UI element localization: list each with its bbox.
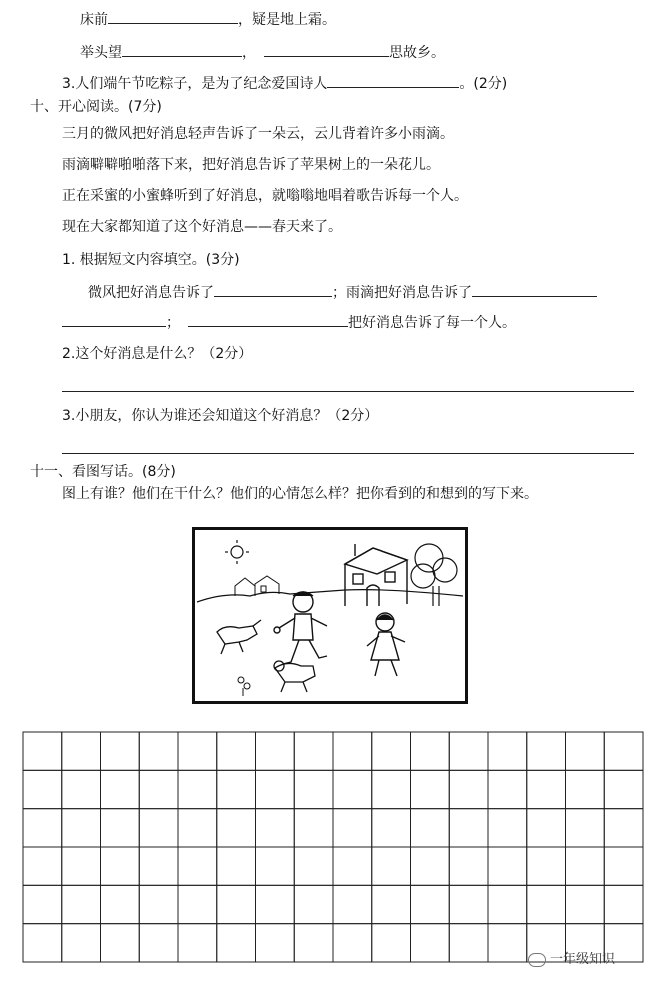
grid-cell[interactable] [294,770,333,808]
grid-cell[interactable] [488,885,527,923]
poem-line-1 [80,9,336,30]
grid-cell[interactable] [372,924,411,962]
question-9-3 [62,73,507,94]
grid-cell[interactable] [101,924,140,962]
grid-cell[interactable] [372,770,411,808]
fill-text: ；雨滴把好消息告诉了 [332,285,472,301]
grid-cell[interactable] [604,770,643,808]
grid-cell[interactable] [449,732,488,770]
grid-cell[interactable] [449,885,488,923]
grid-cell[interactable] [566,809,605,847]
grid-cell[interactable] [23,809,62,847]
grid-cell[interactable] [101,732,140,770]
grid-cell[interactable] [372,809,411,847]
grid-cell[interactable] [217,732,256,770]
boy-figure-icon [274,592,327,664]
grid-cell[interactable] [62,732,101,770]
passage-line-4: 现在大家都知道了这个好消息——春天来了。 [62,219,342,235]
grid-cell[interactable] [604,847,643,885]
writing-picture [192,527,468,704]
house-icon [345,544,407,606]
grid-cell[interactable] [256,809,295,847]
grid-cell[interactable] [178,732,217,770]
grid-cell[interactable] [256,885,295,923]
question-score: 。(2分) [459,76,508,92]
grid-cell[interactable] [333,847,372,885]
grid-cell[interactable] [217,924,256,962]
grid-cell[interactable] [411,732,450,770]
poem-line2-mid: ， [242,45,256,61]
grid-cell[interactable] [488,732,527,770]
grid-cell[interactable] [23,847,62,885]
poem-line2-start: 举头望 [80,45,122,61]
grid-cell[interactable] [449,924,488,962]
grid-cell[interactable] [101,809,140,847]
grid-cell[interactable] [256,847,295,885]
grid-cell[interactable] [411,847,450,885]
passage-line-2: 雨滴噼噼啪啪落下来，把好消息告诉了苹果树上的一朵花儿。 [62,157,440,173]
grid-cell[interactable] [139,847,178,885]
answer-blank[interactable] [472,282,597,297]
grid-cell[interactable] [217,847,256,885]
horizon-line [197,590,463,602]
grid-cell[interactable] [333,770,372,808]
girl-figure-icon [367,613,405,676]
wechat-icon [528,953,546,967]
grid-cell[interactable] [23,924,62,962]
grid-cell[interactable] [62,847,101,885]
passage-line-3: 正在采蜜的小蜜蜂听到了好消息，就嗡嗡地唱着歌告诉每一个人。 [62,188,468,204]
grid-cell[interactable] [294,885,333,923]
grid-cell[interactable] [294,809,333,847]
grid-cell[interactable] [411,809,450,847]
question-10-2: 2.这个好消息是什么？（2分） [62,346,253,362]
answer-blank[interactable] [188,312,348,327]
answer-blank[interactable] [327,73,459,88]
grid-cell[interactable] [372,732,411,770]
passage-line-1: 三月的微风把好消息轻声告诉了一朵云，云儿背着许多小雨滴。 [62,126,454,142]
grid-cell[interactable] [372,847,411,885]
grid-cell[interactable] [604,732,643,770]
grid-cell[interactable] [566,770,605,808]
grid-cell[interactable] [217,885,256,923]
grid-cell[interactable] [488,847,527,885]
grid-cell[interactable] [527,809,566,847]
grid-cell[interactable] [217,809,256,847]
grid-cell[interactable] [178,770,217,808]
fill-text: 把好消息告诉了每一个人。 [348,315,516,331]
question-10-1-line-a [88,282,597,303]
grid-cell[interactable] [566,885,605,923]
grid-cell[interactable] [101,885,140,923]
grid-cell[interactable] [333,924,372,962]
grid-cell[interactable] [411,924,450,962]
answer-line[interactable] [62,391,634,392]
grid-cell[interactable] [294,924,333,962]
poem-line1-end: ，疑是地上霜。 [238,12,336,28]
grid-cell[interactable] [139,732,178,770]
grid-cell[interactable] [488,809,527,847]
question-10-3: 3.小朋友，你认为谁还会知道这个好消息？（2分） [62,408,379,424]
grid-cell[interactable] [62,924,101,962]
grid-cell[interactable] [411,885,450,923]
grid-cell[interactable] [566,732,605,770]
grid-cell[interactable] [449,847,488,885]
watermark-text: 一年级知识 [550,952,616,967]
grid-cell[interactable] [178,885,217,923]
answer-blank[interactable] [62,312,166,327]
grid-cell[interactable] [604,885,643,923]
answer-blank[interactable] [264,42,389,57]
grid-cell[interactable] [178,924,217,962]
grid-cell[interactable] [449,809,488,847]
scene-illustration [195,530,465,701]
grid-cell[interactable] [178,809,217,847]
writing-grid[interactable] [22,731,644,963]
grid-cell[interactable] [604,809,643,847]
sun-icon [225,540,249,564]
grid-cell[interactable] [256,732,295,770]
grid-cell[interactable] [62,885,101,923]
grid-cell[interactable] [333,732,372,770]
grid-cell[interactable] [527,885,566,923]
grid-cell[interactable] [62,809,101,847]
grid-cell[interactable] [178,847,217,885]
grid-cell[interactable] [527,847,566,885]
grid-cell[interactable] [139,924,178,962]
grid-cell[interactable] [256,924,295,962]
grid-cell[interactable] [294,847,333,885]
section-11-prompt: 图上有谁？他们在干什么？他们的心情怎么样？把你看到的和想到的写下来。 [62,486,538,502]
fill-text: 微风把好消息告诉了 [88,285,214,301]
grid-cell[interactable] [139,885,178,923]
poem-line2-end: 思故乡。 [389,45,445,61]
grid-cell[interactable] [23,885,62,923]
grid-cell[interactable] [488,770,527,808]
fill-text: ； [166,315,180,331]
poem-line-2 [80,42,445,63]
grid-cell[interactable] [101,770,140,808]
answer-blank[interactable] [108,9,238,24]
tree-icon [411,544,457,606]
puppy-icon [274,661,315,692]
dog-icon [217,620,261,654]
grid-cell[interactable] [333,885,372,923]
flower-icon [238,677,250,696]
grid-cell[interactable] [62,770,101,808]
section-11-title: 十一、看图写话。(8分) [30,464,176,480]
grid-cell[interactable] [372,885,411,923]
question-text: 3.人们端午节吃粽子，是为了纪念爱国诗人 [62,76,328,92]
grid-cell[interactable] [333,809,372,847]
question-10-1-line-b [62,312,516,333]
grid-cell[interactable] [256,770,295,808]
grid-cell[interactable] [527,770,566,808]
grid-cell[interactable] [139,809,178,847]
question-10-1: 1. 根据短文内容填空。(3分) [62,252,240,268]
answer-blank[interactable] [214,282,332,297]
answer-blank[interactable] [122,42,242,57]
grid-cell[interactable] [488,924,527,962]
grid-cell[interactable] [101,847,140,885]
grid-cell[interactable] [449,770,488,808]
grid-cell[interactable] [23,732,62,770]
grid-cell[interactable] [411,770,450,808]
section-10-title: 十、开心阅读。(7分) [30,99,162,115]
grid-cell[interactable] [139,770,178,808]
grid-cell[interactable] [294,732,333,770]
grid-cell[interactable] [566,847,605,885]
grid-cell[interactable] [527,732,566,770]
grid-cell[interactable] [217,770,256,808]
watermark [528,948,615,967]
grid-cell[interactable] [23,770,62,808]
answer-line[interactable] [62,453,634,454]
poem-line1-start: 床前 [80,12,108,28]
